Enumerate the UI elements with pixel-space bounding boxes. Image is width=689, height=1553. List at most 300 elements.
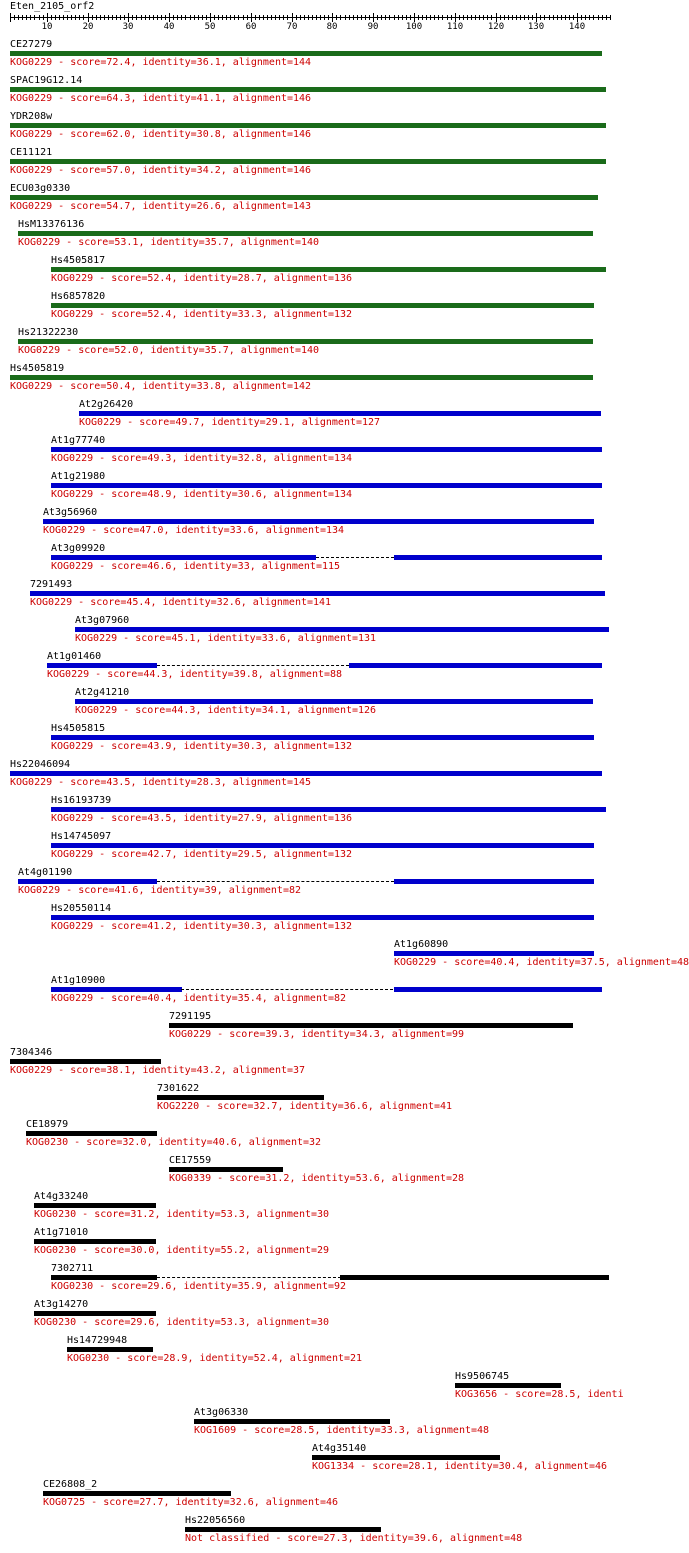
- hit-summary: KOG0229 - score=64.3, identity=41.1, alignment=146: [10, 93, 312, 104]
- hit-score: 31.2: [265, 1173, 290, 1184]
- axis-tick: [406, 15, 407, 20]
- alignment-segment[interactable]: [10, 1059, 161, 1064]
- hit-kog: KOG0229: [51, 993, 94, 1004]
- axis-tick-label: 90: [367, 22, 379, 32]
- hit-name[interactable]: Hs4505815: [51, 723, 106, 734]
- hit-name[interactable]: 7291493: [30, 579, 73, 590]
- hit-alignment: 46: [326, 1497, 339, 1508]
- axis-tick: [471, 15, 472, 20]
- axis-tick: [463, 15, 464, 20]
- hit-summary: KOG0229 - score=50.4, identity=33.8, alignment=142: [10, 381, 312, 392]
- hit-alignment: 82: [334, 993, 347, 1004]
- alignment-segment[interactable]: [43, 519, 594, 524]
- hit-summary: KOG0229 - score=39.3, identity=34.3, alignment=99: [169, 1029, 465, 1040]
- hit-alignment: 88: [330, 669, 343, 680]
- axis-tick: [544, 15, 545, 20]
- alignment-segment[interactable]: [10, 123, 606, 128]
- hit-summary: KOG0230 - score=30.0, identity=55.2, alignment=29: [34, 1245, 330, 1256]
- axis-tick: [602, 15, 603, 20]
- axis-tick: [100, 15, 101, 20]
- axis-tick-label: 70: [286, 22, 298, 32]
- hit-identity: 40.6: [212, 1137, 237, 1148]
- query-name: Eten_2105_orf2: [10, 1, 95, 12]
- hit-score: 46.6: [147, 561, 172, 572]
- hit-identity: 29.1: [265, 417, 290, 428]
- axis-tick: [296, 15, 297, 20]
- hit-alignment: 48: [677, 957, 689, 968]
- axis-tick: [279, 15, 280, 20]
- alignment-segment[interactable]: [10, 87, 606, 92]
- hit-score: 44.3: [143, 669, 168, 680]
- hit-kog: KOG0229: [79, 417, 122, 428]
- hit-alignment: 146: [293, 93, 312, 104]
- alignment-segment[interactable]: [26, 1131, 157, 1136]
- axis-tick: [573, 15, 574, 20]
- hit-kog: KOG0230: [67, 1353, 110, 1364]
- hit-score: 31.2: [130, 1209, 155, 1220]
- hit-alignment: 134: [326, 525, 345, 536]
- hit-alignment: 140: [301, 237, 320, 248]
- hit-name[interactable]: YDR208w: [10, 111, 53, 122]
- axis-tick: [561, 15, 562, 20]
- alignment-segment[interactable]: [34, 1239, 156, 1244]
- hit-kog: KOG0229: [10, 129, 53, 140]
- hit-score: 28.5: [551, 1389, 576, 1400]
- axis-tick: [47, 13, 48, 22]
- hit-name[interactable]: SPAC19G12.14: [10, 75, 83, 86]
- hit-alignment: 140: [301, 345, 320, 356]
- axis-tick: [455, 13, 456, 22]
- axis-tick: [67, 15, 68, 20]
- hit-kog: KOG0339: [169, 1173, 212, 1184]
- hit-score: 64.3: [106, 93, 131, 104]
- alignment-gap: [157, 665, 349, 666]
- hit-name[interactable]: Hs14729948: [67, 1335, 128, 1346]
- axis-tick: [79, 15, 80, 20]
- axis-tick: [181, 15, 182, 20]
- axis-tick: [479, 15, 480, 20]
- hit-kog: KOG0229: [10, 777, 53, 788]
- hit-score: 54.7: [106, 201, 131, 212]
- hit-alignment: 46: [595, 1461, 608, 1472]
- alignment-segment[interactable]: [10, 159, 606, 164]
- hit-kog: KOG0230: [34, 1245, 77, 1256]
- axis-tick: [136, 15, 137, 20]
- axis-tick: [340, 15, 341, 20]
- hit-name[interactable]: HsM13376136: [18, 219, 85, 230]
- hit-identity: 43.2: [196, 1065, 221, 1076]
- axis-tick-label: 100: [405, 22, 423, 32]
- axis-tick: [43, 15, 44, 20]
- alignment-segment[interactable]: [157, 1095, 324, 1100]
- alignment-segment[interactable]: [18, 339, 593, 344]
- axis-tick: [30, 15, 31, 20]
- hit-kog: KOG0229: [51, 561, 94, 572]
- hit-summary: KOG0229 - score=52.4, identity=28.7, alignment=136: [51, 273, 353, 284]
- hit-kog: KOG0229: [47, 669, 90, 680]
- hit-name[interactable]: ECU03g0330: [10, 183, 71, 194]
- hit-score: 41.2: [147, 921, 172, 932]
- hit-kog: KOG0229: [51, 849, 94, 860]
- alignment-segment[interactable]: [394, 987, 602, 992]
- hit-name[interactable]: CE17559: [169, 1155, 212, 1166]
- hit-alignment: 92: [334, 1281, 347, 1292]
- hit-name[interactable]: At1g10900: [51, 975, 106, 986]
- hit-name[interactable]: At2g41210: [75, 687, 130, 698]
- alignment-segment[interactable]: [169, 1167, 283, 1172]
- hit-score: 43.9: [147, 741, 172, 752]
- hit-name[interactable]: Hs20550114: [51, 903, 112, 914]
- axis-tick: [88, 13, 89, 22]
- axis-tick: [349, 15, 350, 20]
- hit-name[interactable]: At3g06330: [194, 1407, 249, 1418]
- hit-name[interactable]: Hs16193739: [51, 795, 112, 806]
- hit-identity: 53.3: [220, 1209, 245, 1220]
- alignment-segment[interactable]: [51, 555, 316, 560]
- hit-identity: 30.8: [196, 129, 221, 140]
- alignment-segment[interactable]: [394, 951, 594, 956]
- axis-tick: [430, 15, 431, 20]
- axis-tick: [434, 15, 435, 20]
- axis-tick: [394, 15, 395, 20]
- alignment-segment[interactable]: [185, 1527, 381, 1532]
- hit-kog: KOG1334: [312, 1461, 355, 1472]
- hit-kog: KOG0229: [169, 1029, 212, 1040]
- hit-summary: KOG0229 - score=44.3, identity=39.8, alignment=88: [47, 669, 343, 680]
- alignment-segment[interactable]: [79, 411, 601, 416]
- axis-tick: [206, 15, 207, 20]
- alignment-segment[interactable]: [51, 483, 602, 488]
- hit-name[interactable]: Hs22056560: [185, 1515, 246, 1526]
- hit-kog: KOG0725: [43, 1497, 86, 1508]
- hit-name[interactable]: At1g71010: [34, 1227, 89, 1238]
- axis-tick: [247, 15, 248, 20]
- axis-tick-label: 140: [568, 22, 586, 32]
- alignment-segment[interactable]: [10, 771, 602, 776]
- hit-kog: Not classified: [185, 1533, 270, 1544]
- hit-alignment: 146: [293, 165, 312, 176]
- hit-name[interactable]: At4g35140: [312, 1443, 367, 1454]
- hit-name[interactable]: CE18979: [26, 1119, 69, 1130]
- alignment-segment[interactable]: [75, 699, 593, 704]
- hit-identity: 34.2: [196, 165, 221, 176]
- alignment-segment[interactable]: [51, 987, 182, 992]
- axis-tick: [312, 15, 313, 20]
- hit-alignment: 99: [452, 1029, 465, 1040]
- hit-alignment: 132: [334, 741, 353, 752]
- axis-tick: [565, 15, 566, 20]
- alignment-segment[interactable]: [47, 663, 157, 668]
- alignment-segment[interactable]: [18, 879, 157, 884]
- axis-tick: [39, 15, 40, 20]
- axis-tick: [304, 15, 305, 20]
- axis-tick: [540, 15, 541, 20]
- alignment-segment[interactable]: [394, 879, 594, 884]
- hit-summary: KOG0229 - score=41.6, identity=39, alignment=82: [18, 885, 302, 896]
- hit-alignment: 132: [334, 849, 353, 860]
- hit-name[interactable]: CE27279: [10, 39, 53, 50]
- alignment-segment[interactable]: [51, 1275, 157, 1280]
- axis-tick: [377, 15, 378, 20]
- axis-tick: [149, 15, 150, 20]
- hit-kog: KOG0230: [26, 1137, 69, 1148]
- axis-tick: [63, 15, 64, 20]
- hit-score: 52.0: [114, 345, 139, 356]
- hit-name[interactable]: CE11121: [10, 147, 53, 158]
- axis-tick-label: 80: [326, 22, 338, 32]
- hit-score: 42.7: [147, 849, 172, 860]
- hit-name[interactable]: At1g77740: [51, 435, 106, 446]
- axis-tick: [593, 15, 594, 20]
- hit-kog: KOG0229: [10, 93, 53, 104]
- axis-tick: [528, 15, 529, 20]
- axis-tick: [153, 15, 154, 20]
- axis-tick: [447, 15, 448, 20]
- axis-tick-label: 10: [41, 22, 53, 32]
- alignment-segment[interactable]: [312, 1455, 500, 1460]
- alignment-segment[interactable]: [51, 807, 606, 812]
- alignment-segment[interactable]: [51, 447, 602, 452]
- axis-tick: [557, 15, 558, 20]
- hit-kog: KOG0229: [10, 201, 53, 212]
- hit-summary: KOG0230 - score=32.0, identity=40.6, alignment=32: [26, 1137, 322, 1148]
- hit-alignment: 29: [317, 1245, 330, 1256]
- hit-summary: KOG2220 - score=32.7, identity=36.6, alignment=41: [157, 1101, 453, 1112]
- hit-identity: 41.1: [196, 93, 221, 104]
- hit-summary: KOG0229 - score=45.4, identity=32.6, alignment=141: [30, 597, 332, 608]
- alignment-segment[interactable]: [51, 735, 594, 740]
- alignment-gap: [157, 1277, 341, 1278]
- hit-name[interactable]: At4g01190: [18, 867, 73, 878]
- hit-alignment: 21: [350, 1353, 363, 1364]
- axis-tick: [402, 15, 403, 20]
- hit-identity: 36.1: [196, 57, 221, 68]
- hit-name[interactable]: 7291195: [169, 1011, 212, 1022]
- axis-tick: [222, 15, 223, 20]
- axis-tick: [161, 15, 162, 20]
- axis-tick: [202, 15, 203, 20]
- axis-tick: [381, 15, 382, 20]
- hit-name[interactable]: Hs9506745: [455, 1371, 510, 1382]
- hit-identity: 27.9: [237, 813, 262, 824]
- hit-name[interactable]: At3g14270: [34, 1299, 89, 1310]
- hit-identity: 39: [204, 885, 217, 896]
- hit-name[interactable]: At1g21980: [51, 471, 106, 482]
- axis-tick: [496, 13, 497, 22]
- hit-kog: KOG0229: [18, 345, 61, 356]
- axis-tick: [365, 15, 366, 20]
- axis-tick-label: 50: [204, 22, 216, 32]
- alignment-segment[interactable]: [51, 843, 594, 848]
- hit-name[interactable]: At1g60890: [394, 939, 449, 950]
- hit-name[interactable]: 7301622: [157, 1083, 200, 1094]
- axis-tick: [271, 15, 272, 20]
- alignment-segment[interactable]: [169, 1023, 573, 1028]
- hit-name[interactable]: Hs4505819: [10, 363, 65, 374]
- hit-score: 45.4: [126, 597, 151, 608]
- axis-tick: [92, 15, 93, 20]
- hit-alignment: 131: [358, 633, 377, 644]
- alignment-segment[interactable]: [10, 51, 602, 56]
- alignment-segment[interactable]: [67, 1347, 153, 1352]
- alignment-segment[interactable]: [34, 1311, 156, 1316]
- alignment-segment[interactable]: [34, 1203, 156, 1208]
- axis-tick: [22, 15, 23, 20]
- axis-tick: [491, 15, 492, 20]
- hit-kog: KOG0230: [51, 1281, 94, 1292]
- alignment-segment[interactable]: [51, 303, 594, 308]
- hit-score: 32.0: [122, 1137, 147, 1148]
- hit-alignment: 143: [293, 201, 312, 212]
- axis-tick: [585, 15, 586, 20]
- hit-name[interactable]: At4g33240: [34, 1191, 89, 1202]
- axis-tick: [275, 15, 276, 20]
- hit-score: 32.7: [253, 1101, 278, 1112]
- hit-alignment: 132: [334, 309, 353, 320]
- hit-identity: 30.3: [237, 741, 262, 752]
- axis-tick: [483, 15, 484, 20]
- hit-kog: KOG0229: [394, 957, 437, 968]
- axis-tick-label: 40: [163, 22, 175, 32]
- axis-tick: [96, 15, 97, 20]
- alignment-segment[interactable]: [455, 1383, 561, 1388]
- hit-name[interactable]: Hs14745097: [51, 831, 112, 842]
- hit-name[interactable]: At2g26420: [79, 399, 134, 410]
- hit-name[interactable]: Hs22046094: [10, 759, 71, 770]
- hit-identity: 39.6: [413, 1533, 438, 1544]
- hit-kog: KOG0229: [51, 489, 94, 500]
- axis-tick: [373, 13, 374, 22]
- hit-name[interactable]: At3g56960: [43, 507, 98, 518]
- axis-tick: [598, 15, 599, 20]
- axis-tick: [83, 15, 84, 20]
- alignment-segment[interactable]: [75, 627, 609, 632]
- hit-name[interactable]: Hs4505817: [51, 255, 106, 266]
- hit-kog: KOG3656: [455, 1389, 498, 1400]
- hit-name[interactable]: At1g01460: [47, 651, 102, 662]
- axis-tick: [316, 15, 317, 20]
- axis-tick: [422, 15, 423, 20]
- hit-score: 30.0: [130, 1245, 155, 1256]
- alignment-segment[interactable]: [194, 1419, 390, 1424]
- hit-summary: KOG0229 - score=54.7, identity=26.6, alignment=143: [10, 201, 312, 212]
- hit-score: 28.5: [290, 1425, 315, 1436]
- alignment-segment[interactable]: [43, 1491, 231, 1496]
- axis-tick: [569, 15, 570, 20]
- axis-tick-label: 110: [446, 22, 464, 32]
- hit-summary: KOG0229 - score=48.9, identity=30.6, alignment=134: [51, 489, 353, 500]
- alignment-segment[interactable]: [394, 555, 602, 560]
- hit-identity: 32.6: [216, 597, 241, 608]
- axis-tick: [259, 15, 260, 20]
- hit-summary: KOG0229 - score=40.4, identity=37.5, alignment=48: [394, 957, 689, 968]
- axis-tick: [230, 15, 231, 20]
- axis-tick: [385, 15, 386, 20]
- hit-name[interactable]: Hs6857820: [51, 291, 106, 302]
- alignment-segment[interactable]: [10, 375, 593, 380]
- hit-alignment: 37: [293, 1065, 306, 1076]
- hit-alignment: 132: [334, 921, 353, 932]
- axis-tick: [475, 15, 476, 20]
- axis-tick: [581, 15, 582, 20]
- hit-kog: KOG0229: [51, 453, 94, 464]
- hit-kog: KOG0230: [34, 1317, 77, 1328]
- hit-score: 52.4: [147, 273, 172, 284]
- axis-tick: [267, 15, 268, 20]
- axis-tick: [243, 15, 244, 20]
- hit-alignment: 145: [293, 777, 312, 788]
- axis-tick: [500, 15, 501, 20]
- hit-score: 40.4: [490, 957, 515, 968]
- hit-kog: KOG0229: [75, 705, 118, 716]
- alignment-segment[interactable]: [51, 267, 606, 272]
- alignment-segment[interactable]: [30, 591, 605, 596]
- hit-summary: KOG0229 - score=40.4, identity=35.4, alignment=82: [51, 993, 347, 1004]
- hit-score: 57.0: [106, 165, 131, 176]
- hit-alignment: 28: [452, 1173, 465, 1184]
- hit-alignment: 30: [317, 1209, 330, 1220]
- hit-name[interactable]: At3g07960: [75, 615, 130, 626]
- alignment-segment[interactable]: [349, 663, 602, 668]
- hit-score: 62.0: [106, 129, 131, 140]
- hit-kog: KOG0229: [18, 237, 61, 248]
- axis-tick: [324, 15, 325, 20]
- hit-identity: 36.6: [343, 1101, 368, 1112]
- hit-identity: 30.3: [237, 921, 262, 932]
- axis-tick-label: 120: [487, 22, 505, 32]
- hit-name[interactable]: 7302711: [51, 1263, 94, 1274]
- hit-identity: 35.7: [204, 237, 229, 248]
- hit-alignment: 136: [334, 273, 353, 284]
- axis-tick-label: 20: [82, 22, 94, 32]
- axis-tick: [487, 15, 488, 20]
- hit-score: 27.3: [323, 1533, 348, 1544]
- hit-identity: 29.5: [237, 849, 262, 860]
- hit-name[interactable]: CE26808_2: [43, 1479, 98, 1490]
- axis-tick: [141, 15, 142, 20]
- axis-tick: [459, 15, 460, 20]
- alignment-segment[interactable]: [51, 915, 594, 920]
- axis-tick: [145, 15, 146, 20]
- alignment-segment[interactable]: [10, 195, 598, 200]
- alignment-segment[interactable]: [18, 231, 593, 236]
- axis-tick: [165, 15, 166, 20]
- axis-tick: [345, 15, 346, 20]
- axis-tick: [414, 13, 415, 22]
- hit-alignment: 115: [321, 561, 341, 572]
- alignment-gap: [157, 881, 394, 882]
- axis-tick: [104, 15, 105, 20]
- axis-tick: [18, 15, 19, 20]
- hit-kog: KOG0229: [43, 525, 86, 536]
- axis-tick: [251, 13, 252, 22]
- hit-name[interactable]: Hs21322230: [18, 327, 79, 338]
- hit-score: 29.6: [147, 1281, 172, 1292]
- hit-name[interactable]: 7304346: [10, 1047, 53, 1058]
- hit-score: 43.5: [147, 813, 172, 824]
- hit-name[interactable]: At3g09920: [51, 543, 106, 554]
- hit-score: 28.1: [408, 1461, 433, 1472]
- hit-score: 52.4: [147, 309, 172, 320]
- hit-kog: KOG0229: [10, 57, 53, 68]
- hit-kog: KOG0229: [51, 273, 94, 284]
- axis-tick: [198, 15, 199, 20]
- hit-score: 27.7: [139, 1497, 164, 1508]
- axis-tick-label: 130: [527, 22, 545, 32]
- hit-summary: KOG0229 - score=42.7, identity=29.5, alignment=132: [51, 849, 353, 860]
- alignment-segment[interactable]: [340, 1275, 609, 1280]
- hit-summary: KOG0229 - score=52.0, identity=35.7, alignment=140: [18, 345, 320, 356]
